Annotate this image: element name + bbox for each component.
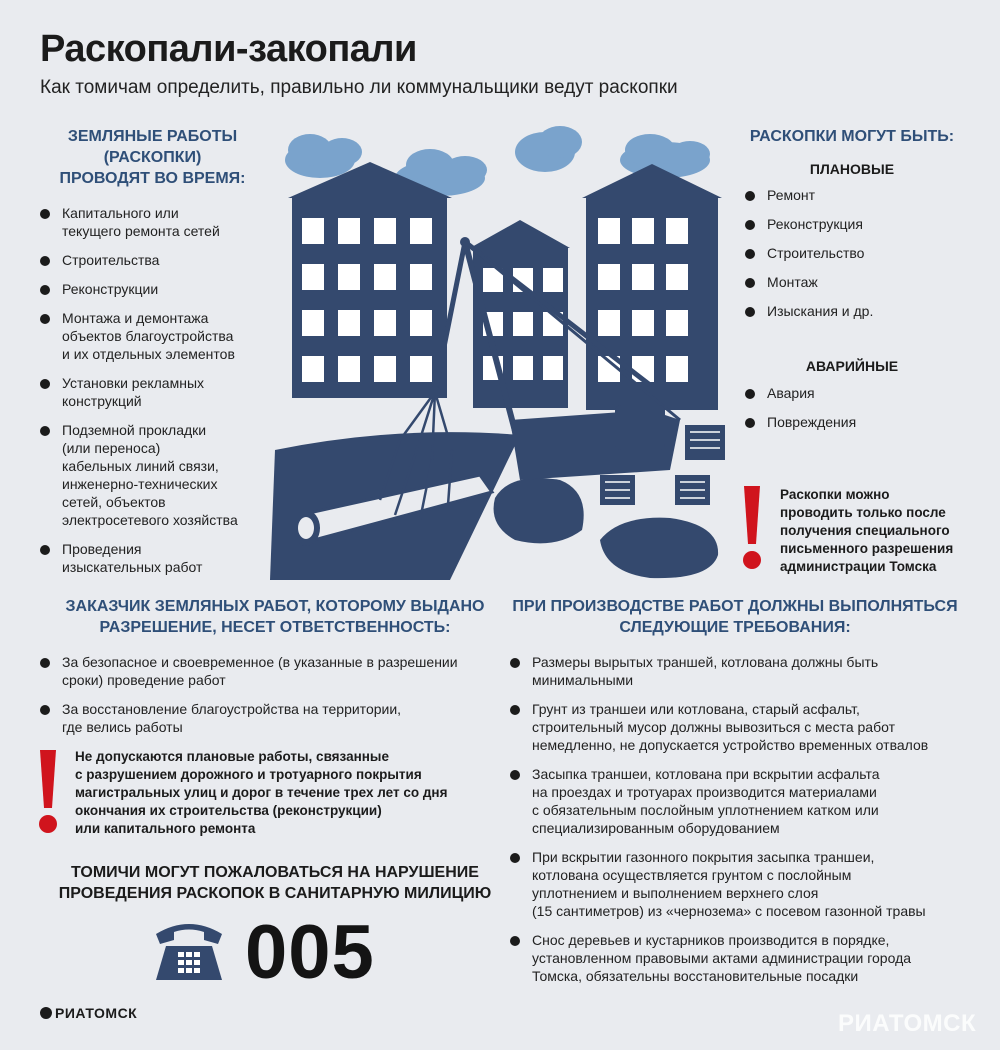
watermark: РИАТОМСК	[838, 1010, 977, 1037]
list-item: Установки рекламных конструкций	[40, 374, 280, 410]
list-item: Реконструкции	[40, 280, 280, 298]
left-section-heading: ЗЕМЛЯНЫЕ РАБОТЫ (РАСКОПКИ) ПРОВОДЯТ ВО ВРЕМЯ:	[59, 128, 246, 187]
planned-list	[745, 186, 965, 320]
requirements-heading: ПРИ ПРОИЗВОДСТВЕ РАБОТ ДОЛЖНЫ ВЫПОЛНЯТЬСЯ СЛЕДУЮЩИЕ ТРЕБОВАНИЯ:	[512, 598, 958, 636]
page-title: Раскопали-закопали	[40, 28, 417, 70]
soil-pile-icon	[494, 478, 584, 543]
list-item: За безопасное и своевременное (в указанные в разрешении сроки) проведение работ	[40, 653, 500, 689]
emergency-list	[745, 384, 965, 431]
exclamation-icon	[742, 486, 762, 572]
list-item: Монтажа и демонтажа объектов благоустройства и их отдельных элементов	[40, 309, 280, 363]
list-item: Авария	[745, 384, 965, 402]
list-item: Подземной прокладки (или переноса) кабельных линий связи, инженерно-технических сетей, объектов электросетевого хозяйства	[40, 421, 280, 529]
planned-title: ПЛАНОВЫЕ	[809, 161, 895, 177]
list-item: Снос деревьев и кустарников производится в порядке, установленном правовыми актами администрации города Томска, обязательны восстановительные посадки	[510, 931, 980, 985]
list-item: Капитального или текущего ремонта сетей	[40, 204, 280, 240]
page-subtitle: Как томичам определить, правильно ли коммунальщики ведут раскопки	[40, 77, 678, 98]
complaint-heading: ТОМИЧИ МОГУТ ПОЖАЛОВАТЬСЯ НА НАРУШЕНИЕ ПРОВЕДЕНИЯ РАСКОПОК В САНИТАРНУЮ МИЛИЦИЮ	[58, 864, 492, 902]
list-item: Реконструкция	[745, 215, 965, 233]
exclamation-icon	[38, 750, 58, 836]
permit-warning: Раскопки можно проводить только после получения специального письменного разрешения администрации Томска	[780, 487, 954, 574]
list-item: Строительство	[745, 244, 965, 262]
list-item: Размеры вырытых траншей, котлована должны быть минимальными	[510, 653, 980, 689]
customer-section-heading: ЗАКАЗЧИК ЗЕМЛЯНЫХ РАБОТ, КОТОРОМУ ВЫДАНО РАЗРЕШЕНИЕ, НЕСЕТ ОТВЕТСТВЕННОСТЬ:	[65, 598, 485, 636]
left-section-list	[40, 204, 280, 576]
list-item: Повреждения	[745, 413, 965, 431]
planned-works-warning: Не допускаются плановые работы, связанные с разрушением дорожного и тротуарного покрытия магистральных улиц и дорог в течение трех лет со дня окончания их строительства (реконструкции) или капитального ремонта	[75, 749, 448, 836]
customer-list	[40, 653, 500, 736]
list-item: Проведения изыскательных работ	[40, 540, 280, 576]
list-item: При вскрытии газонного покрытия засыпка траншеи, котлована осуществляется грунтом с послойным уплотнением и выполнением верхнего слоя (15 сантиметров) из «чернозема» с посевом газонной травы	[510, 848, 980, 920]
list-item: Изыскания и др.	[745, 302, 965, 320]
logo-dot-icon	[40, 1007, 52, 1019]
right-section-heading: РАСКОПКИ МОГУТ БЫТЬ:	[749, 128, 955, 145]
ria-tomsk-logo: РИАТОМСК	[40, 1005, 137, 1021]
list-item: Грунт из траншеи или котлована, старый асфальт, строительный мусор должны вывозиться с места работ немедленно, не допускается устройство временных отвалов	[510, 700, 980, 754]
emergency-title: АВАРИЙНЫЕ	[805, 358, 899, 374]
list-item: Ремонт	[745, 186, 965, 204]
excavation-illustration	[270, 120, 740, 580]
phone-number: 005	[245, 910, 375, 995]
list-item: Засыпка траншеи, котлована при вскрытии асфальта на проездах и тротуарах производится материалами с обязательным послойным уплотнением катком или специализированным оборудованием	[510, 765, 980, 837]
soil-pile-icon	[600, 518, 718, 578]
list-item: Строительства	[40, 251, 280, 269]
list-item: За восстановление благоустройства на территории, где велись работы	[40, 700, 500, 736]
list-item: Монтаж	[745, 273, 965, 291]
telephone-icon	[152, 918, 226, 982]
requirements-list	[510, 653, 980, 985]
